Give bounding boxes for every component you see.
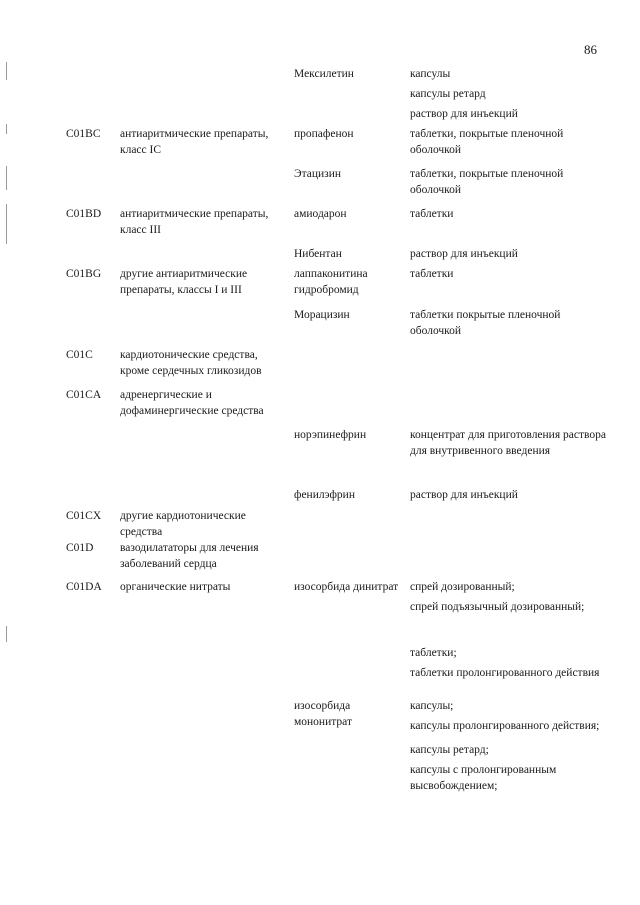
drug-name: норэпинефрин	[294, 429, 367, 441]
atc-group: другие антиаритмические препараты, классы I и III	[120, 268, 248, 296]
dosage-form: спрей дозированный;	[410, 581, 515, 593]
scan-margin-mark	[6, 124, 7, 134]
dosage-form: раствор для инъекций	[410, 489, 518, 501]
scan-margin-mark	[6, 166, 7, 190]
drug-name: амиодарон	[294, 208, 347, 220]
atc-code: C01BC	[66, 128, 101, 140]
atc-group: адренергические и дофаминергические средства	[120, 389, 264, 417]
dosage-form: капсулы;	[410, 700, 454, 712]
page-number: 86	[584, 42, 597, 57]
scan-margin-mark	[6, 62, 7, 80]
drug-name: Морацизин	[294, 309, 350, 321]
dosage-form: таблетки пролонгированного действия	[410, 667, 600, 679]
dosage-form: таблетки, покрытые пленочной оболочкой	[410, 128, 564, 156]
dosage-form: капсулы с пролонгированным высвобождением;	[410, 764, 557, 792]
atc-code: C01BD	[66, 208, 102, 220]
dosage-forms	[410, 166, 610, 198]
atc-group: вазодилататоры для лечения заболеваний сердца	[120, 542, 259, 570]
dosage-form: капсулы пролонгированного действия;	[410, 720, 600, 732]
drug-name: изосорбида динитрат	[294, 581, 399, 593]
drug-name: фенилэфрин	[294, 489, 355, 501]
scan-margin-mark	[6, 204, 7, 244]
drug-name: изосорбида мононитрат	[294, 700, 352, 728]
atc-code: C01BG	[66, 268, 102, 280]
drug-name: Мексилетин	[294, 68, 354, 80]
dosage-form: таблетки	[410, 208, 454, 220]
dosage-form: раствор для инъекций	[410, 108, 518, 120]
dosage-form: таблетки покрытые пленочной оболочкой	[410, 309, 561, 337]
dosage-forms	[410, 698, 610, 794]
drug-name: Этацизин	[294, 168, 342, 180]
dosage-forms	[410, 266, 610, 282]
drug-name: пропафенон	[294, 128, 354, 140]
atc-group: кардиотонические средства, кроме сердечных гликозидов	[120, 349, 262, 377]
atc-code: C01C	[66, 349, 93, 361]
atc-group: антиаритмические препараты, класс III	[120, 208, 269, 236]
atc-group: другие кардиотонические средства	[120, 510, 246, 538]
scan-margin-mark	[6, 626, 7, 642]
dosage-form: концентрат для приготовления раствора для внутривенного введения	[410, 429, 606, 457]
dosage-forms	[410, 487, 610, 503]
atc-code: C01D	[66, 542, 94, 554]
dosage-form: таблетки;	[410, 647, 457, 659]
dosage-forms	[410, 427, 610, 459]
drug-name: лаппаконитина гидробромид	[294, 268, 368, 296]
dosage-forms	[410, 246, 610, 262]
dosage-form: капсулы ретард;	[410, 744, 489, 756]
dosage-form: капсулы ретард	[410, 88, 486, 100]
atc-group: органические нитраты	[120, 581, 231, 593]
dosage-forms	[410, 66, 610, 122]
dosage-form: таблетки, покрытые пленочной оболочкой	[410, 168, 564, 196]
atc-group: антиаритмические препараты, класс IC	[120, 128, 269, 156]
atc-code: C01CA	[66, 389, 102, 401]
dosage-form: капсулы	[410, 68, 451, 80]
dosage-form: таблетки	[410, 268, 454, 280]
atc-code: C01CX	[66, 510, 102, 522]
dosage-form: раствор для инъекций	[410, 248, 518, 260]
dosage-form: спрей подъязычный дозированный;	[410, 601, 585, 613]
dosage-forms	[410, 206, 610, 222]
dosage-forms	[410, 126, 610, 158]
dosage-forms	[410, 307, 610, 339]
drug-name: Нибентан	[294, 248, 342, 260]
dosage-forms	[410, 579, 610, 681]
atc-code: C01DA	[66, 581, 102, 593]
